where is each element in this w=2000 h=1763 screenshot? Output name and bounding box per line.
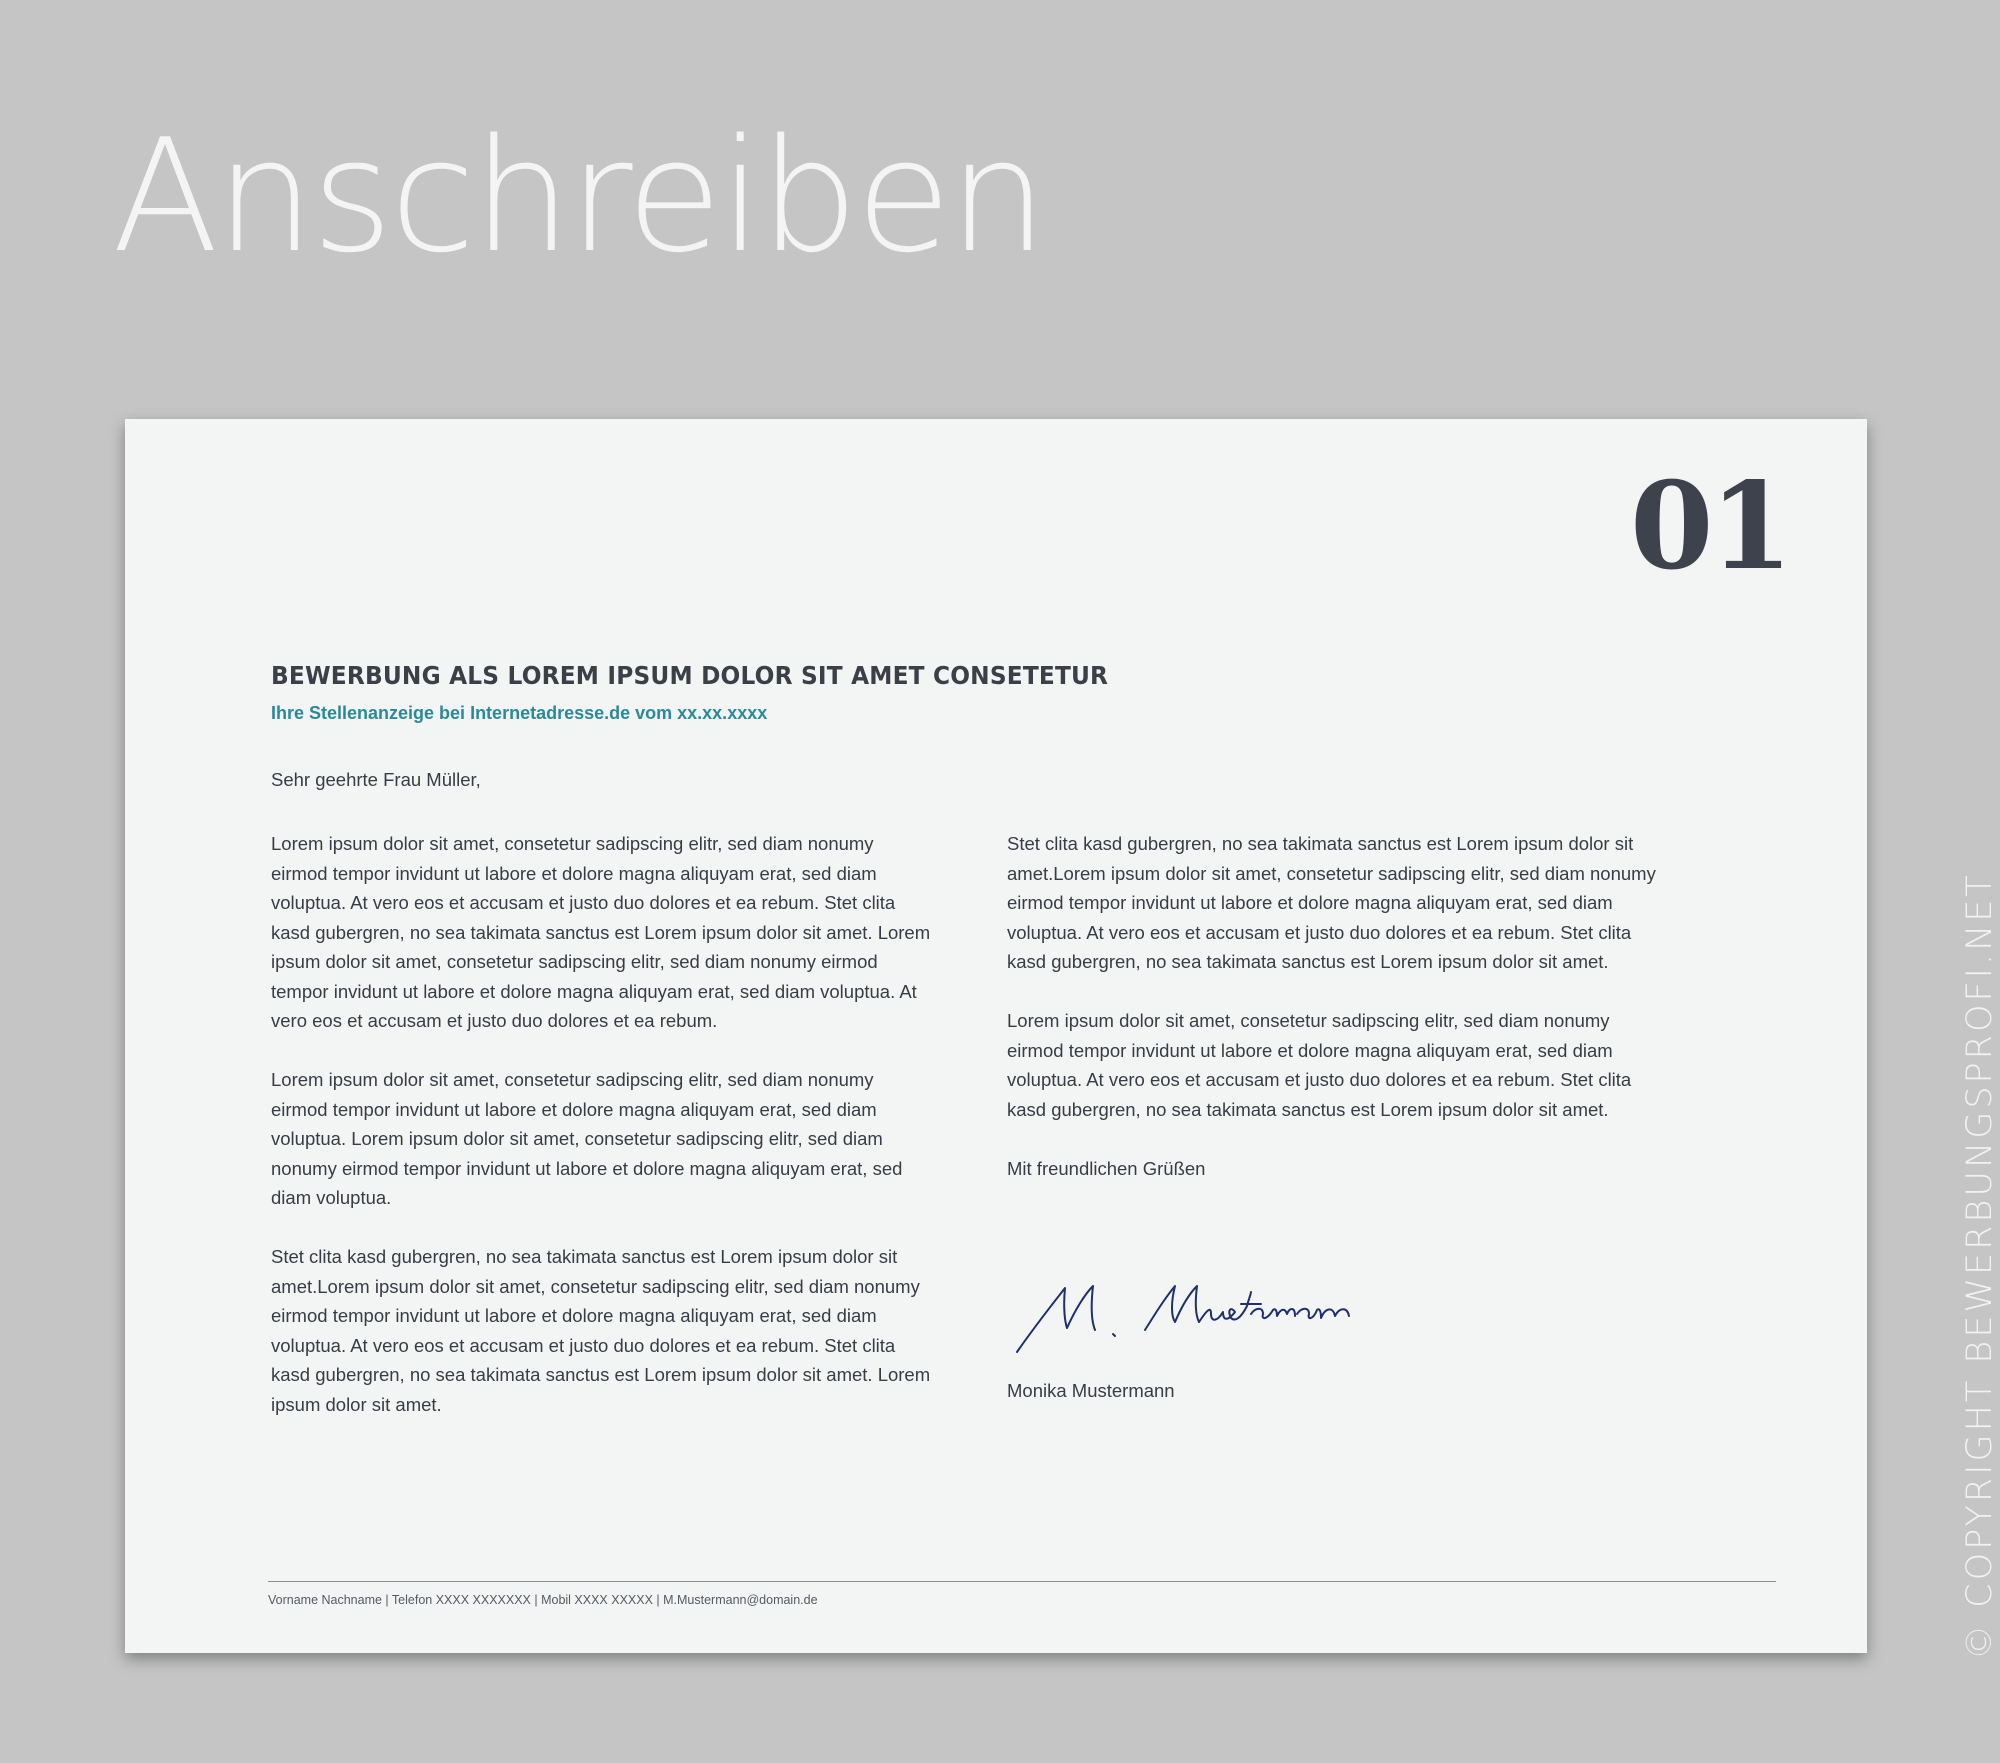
body-paragraph: Stet clita kasd gubergren, no sea takimata sanctus est Lorem ipsum dolor sit amet.Lorem ipsum dolor sit amet, consetetur sadipscing elitr, sed diam nonumy eirmod tempor invidunt ut labore et dolore magna aliquyam erat, sed diam voluptua. At vero eos et accusam et justo duo dolores et ea rebum. Stet clita kasd gubergren, no sea takimata sanctus est Lorem ipsum dolor sit amet. Lorem ipsum dolor sit amet. [271,1246,931,1415]
left-column [271,829,931,1449]
body-paragraph: Lorem ipsum dolor sit amet, consetetur sadipscing elitr, sed diam nonumy eirmod tempor invidunt ut labore et dolore magna aliquyam erat, sed diam voluptua. At vero eos et accusam et justo duo dolores et ea rebum. Stet clita kasd gubergren, no sea takimata sanctus est Lorem ipsum dolor sit amet. Lorem ipsum dolor sit amet, consetetur sadipscing elitr, sed diam nonumy eirmod tempor invidunt ut labore et dolore magna aliquyam erat, sed diam voluptua. At vero eos et accusam et justo duo dolores et ea rebum. [271,833,931,1031]
page-number: 01 [1630,456,1789,597]
handwritten-signature [1005,1264,1405,1364]
body-paragraph: Lorem ipsum dolor sit amet, consetetur sadipscing elitr, sed diam nonumy eirmod tempor invidunt ut labore et dolore magna aliquyam erat, sed diam voluptua. Lorem ipsum dolor sit amet, consetetur sadipscing elitr, sed diam nonumy eirmod tempor invidunt ut labore et dolore magna aliquyam erat, sed diam voluptua. [271,1069,903,1208]
letter-sheet [125,419,1867,1653]
page-heading: Anschreiben [112,105,1045,287]
footer-contact-info: Vorname Nachname | Telefon XXXX XXXXXXX | Mobil XXXX XXXXX | M.Mustermann@domain.de [268,1593,818,1607]
footer-divider [268,1581,1776,1582]
closing-phrase: Mit freundlichen Grüßen [1007,1157,1206,1179]
body-paragraph: Lorem ipsum dolor sit amet, consetetur sadipscing elitr, sed diam nonumy eirmod tempor invidunt ut labore et dolore magna aliquyam erat, sed diam voluptua. At vero eos et accusam et justo duo dolores et ea rebum. Stet clita kasd gubergren, no sea takimata sanctus est Lorem ipsum dolor sit amet. [1007,1010,1632,1120]
salutation: Sehr geehrte Frau Müller, [271,769,481,790]
letter-subject: BEWERBUNG ALS LOREM IPSUM DOLOR SIT AMET CONSETETUR [271,661,1109,690]
copyright-notice: © COPYRIGHT BEWERBUNGSPROFI.NET [1960,872,2000,1660]
signer-name: Monika Mustermann [1007,1380,1175,1401]
right-column [1007,829,1667,1183]
letter-reference: Ihre Stellenanzeige bei Internetadresse.de vom xx.xx.xxxx [271,703,768,723]
body-paragraph: Stet clita kasd gubergren, no sea takimata sanctus est Lorem ipsum dolor sit amet.Lorem ipsum dolor sit amet, consetetur sadipscing elitr, sed diam nonumy eirmod tempor invidunt ut labore et dolore magna aliquyam erat, sed diam voluptua. At vero eos et accusam et justo duo dolores et ea rebum. Stet clita kasd gubergren, no sea takimata sanctus est Lorem ipsum dolor sit amet. [1007,833,1656,972]
